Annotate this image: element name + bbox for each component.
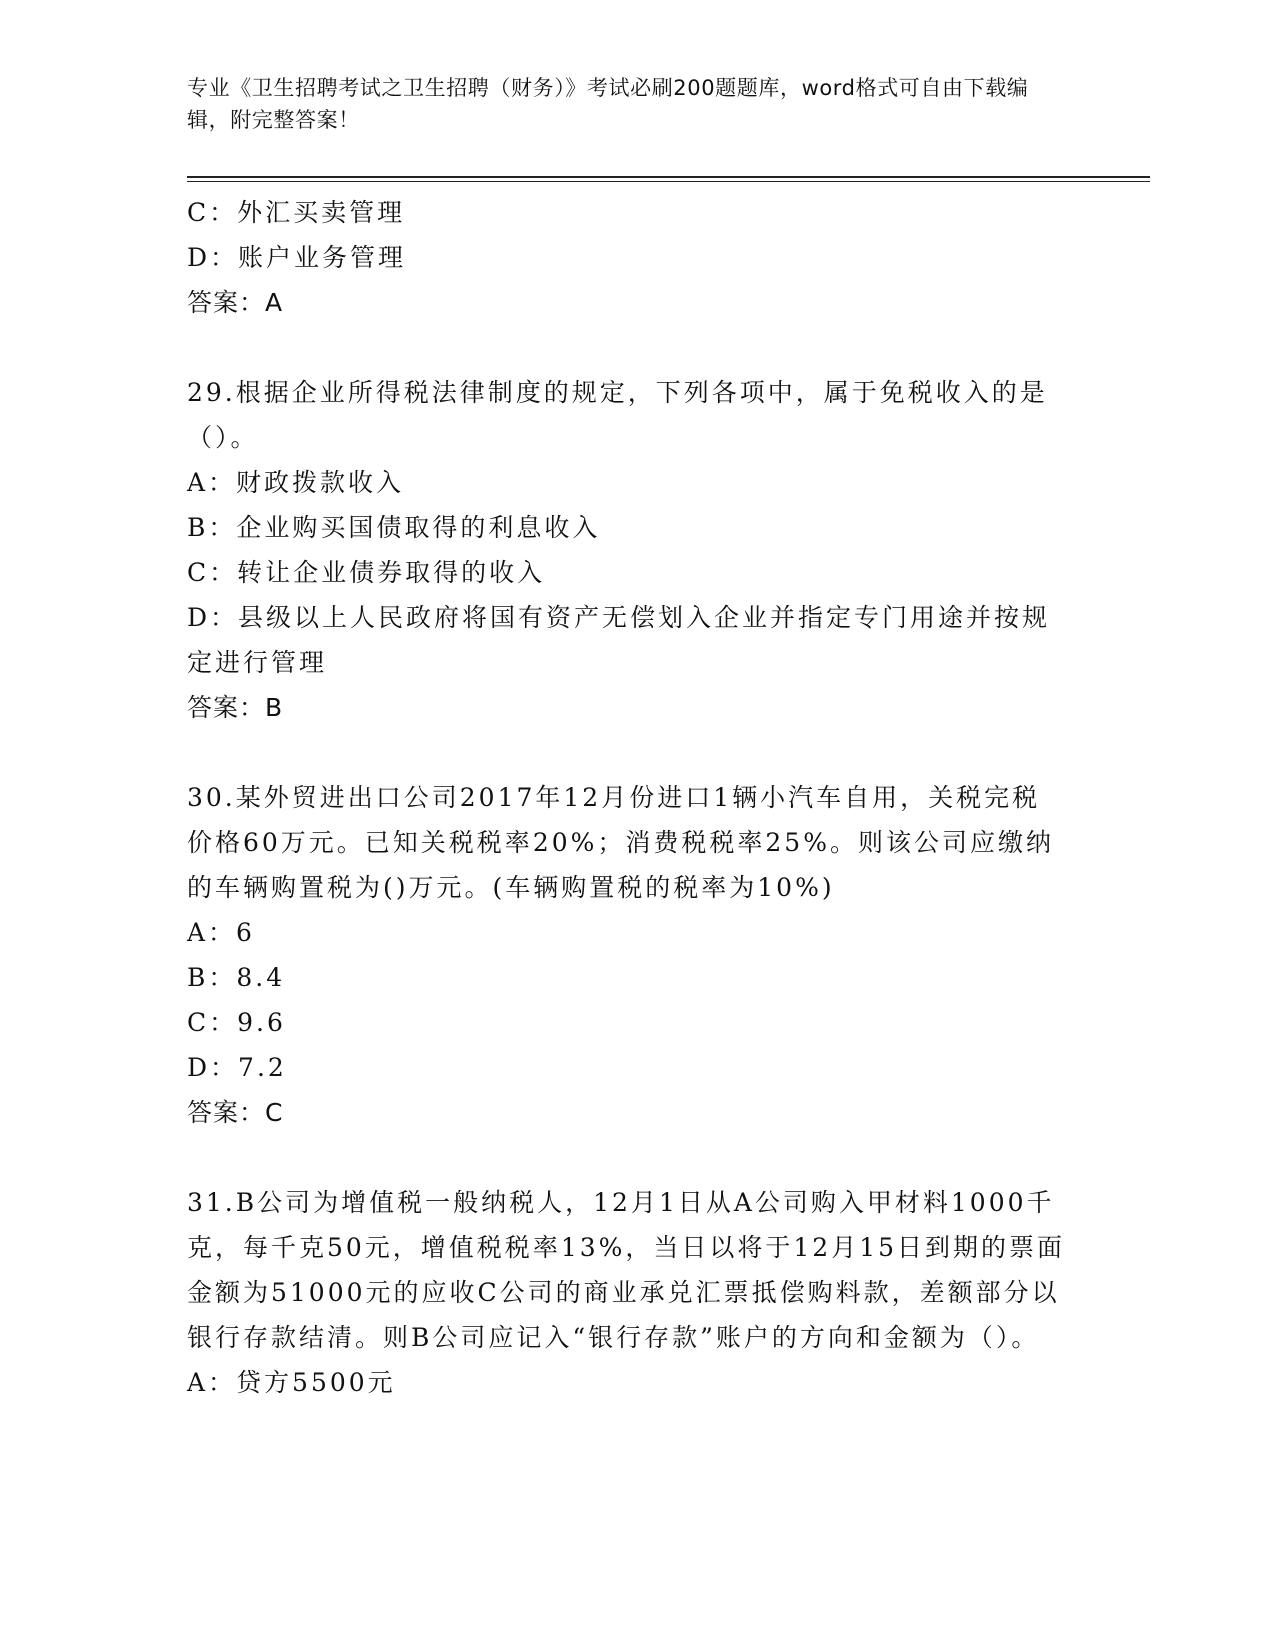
q29-option-d: D：县级以上人民政府将国有资产无偿划入企业并指定专门用途并按规定进行管理: [187, 603, 1051, 677]
q30-stem: 30.某外贸进出口公司2017年12月份进口1辆小汽车自用，关税完税价格60万元。已知关税税率20%；消费税税率25%。则该公司应缴纳的车辆购置税为()万元。(车辆购置税的税率为10%): [187, 783, 1054, 902]
document-header: 专业《卫生招聘考试之卫生招聘（财务）》考试必刷200题题库，word格式可自由下载编辑，附完整答案！: [187, 76, 1029, 132]
q30-option-d: D：7.2: [187, 1053, 287, 1082]
q29-option-a: A：财政拨款收入: [187, 468, 405, 497]
q31-stem: 31.B公司为增值税一般纳税人，12月1日从A公司购入甲材料1000千克，每千克50元，增值税税率13%，当日以将于12月15日到期的票面金额为51000元的应收C公司的商业承兑汇票抵偿购料款，差额部分以银行存款结清。则B公司应记入“银行存款”账户的方向和金额为（）。: [187, 1188, 1066, 1352]
header-divider-thick: [187, 176, 1150, 178]
question-content: [187, 190, 1067, 1405]
q29-stem: 29.根据企业所得税法律制度的规定，下列各项中，属于免税收入的是（）。: [187, 378, 1048, 452]
prev-question-option-d: D：账户业务管理: [187, 243, 407, 272]
prev-question-option-c: C：外汇买卖管理: [187, 198, 406, 227]
spacer: [187, 1135, 1067, 1180]
spacer: [187, 730, 1067, 775]
q29-option-c: C：转让企业债券取得的收入: [187, 558, 546, 587]
header-divider-thin: [187, 181, 1150, 182]
q29-answer: 答案：B: [187, 693, 284, 722]
spacer: [187, 325, 1067, 370]
q30-option-a: A：6: [187, 918, 255, 947]
q29-option-b: B：企业购买国债取得的利息收入: [187, 513, 601, 542]
q31-option-a: A：贷方5500元: [187, 1368, 396, 1397]
q30-option-c: C：9.6: [187, 1008, 286, 1037]
q30-option-b: B：8.4: [187, 963, 286, 992]
prev-question-answer: 答案：A: [187, 288, 284, 317]
q30-answer: 答案：C: [187, 1098, 284, 1127]
